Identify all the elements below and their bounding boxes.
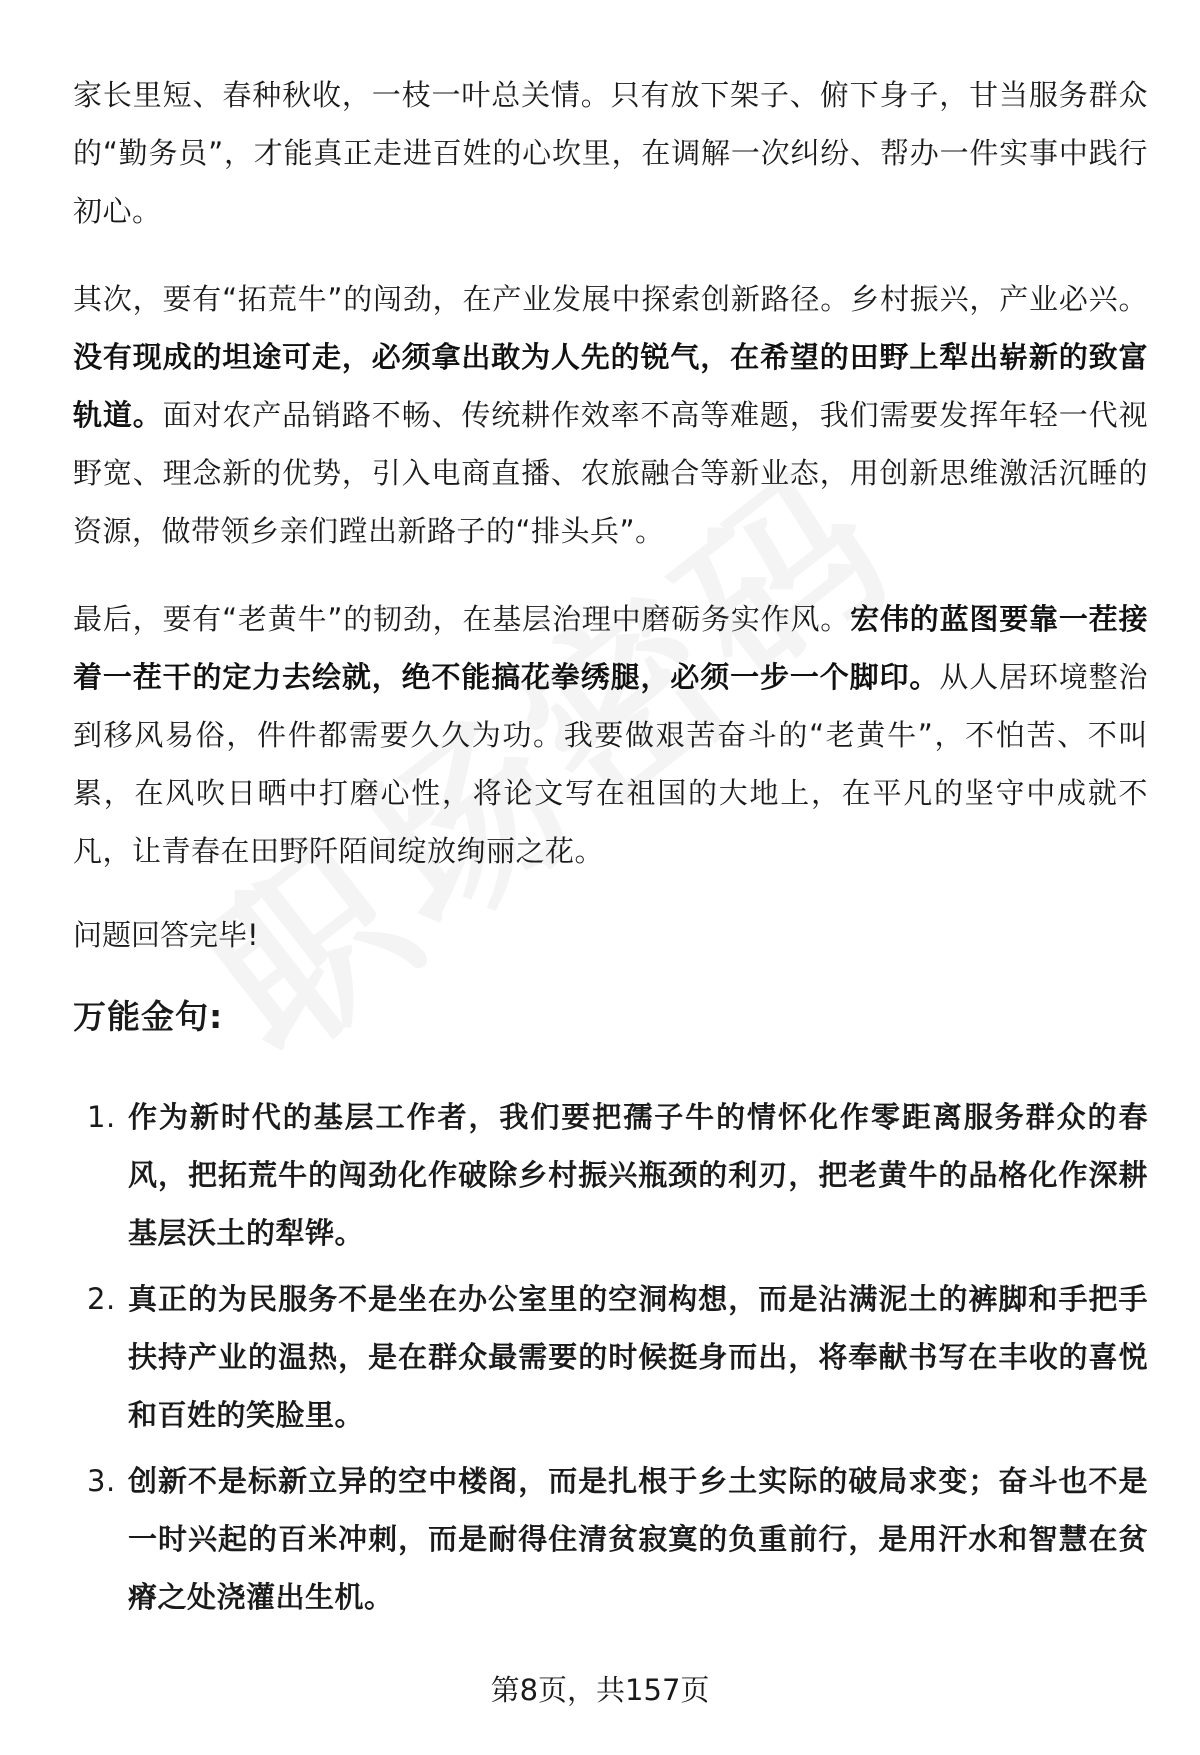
paragraph-3-text-a: 最后，要有“老黄牛”的韧劲，在基层治理中磨砺务实作风。 (73, 602, 851, 636)
quote-item-1 (73, 1088, 1148, 1262)
quote-list (73, 1088, 1148, 1626)
document-body (73, 66, 1148, 1634)
quote-number: 1. (87, 1100, 116, 1134)
paragraph-2-text-a: 其次，要有“拓荒牛”的闯劲，在产业发展中探索创新路径。乡村振兴，产业必兴。 (73, 282, 1148, 316)
paragraph-1-text: 家长里短、春种秋收，一枝一叶总关情。只有放下架子、俯下身子，甘当服务群众的“勤务员”，才能真正走进百姓的心坎里，在调解一次纠纷、帮办一件实事中践行初心。 (73, 78, 1148, 228)
paragraph-3-text-b: 从人居环境整治到移风易俗，件件都需要久久为功。我要做艰苦奋斗的“老黄牛”，不怕苦、不叫累，在风吹日晒中打磨心性，将论文写在祖国的大地上，在平凡的坚守中成就不凡，让青春在田野阡陌间绽放绚丽之花。 (73, 660, 1148, 868)
paragraph-3-bold-text: 宏伟的蓝图要靠一茬接着一茬干的定力去绘就，绝不能搞花拳绣腿，必须一步一个脚印。 (73, 602, 1148, 694)
quote-number: 2. (87, 1282, 116, 1316)
paragraph-2 (73, 270, 1148, 560)
quote-text: 创新不是标新立异的空中楼阁，而是扎根于乡土实际的破局求变；奋斗也不是一时兴起的百米冲刺，而是耐得住清贫寂寞的负重前行，是用汗水和智慧在贫瘠之处浇灌出生机。 (128, 1464, 1148, 1614)
paragraph-2-bold-text: 没有现成的坦途可走，必须拿出敢为人先的锐气，在希望的田野上犁出崭新的致富轨道。 (73, 340, 1148, 432)
quote-item-3 (73, 1452, 1148, 1626)
closing-line: 问题回答完毕! (73, 918, 259, 952)
page-footer: 第8页，共157页 (490, 1673, 710, 1707)
paragraph-1 (73, 66, 1148, 240)
section-heading: 万能金句: (73, 997, 224, 1036)
quote-number: 3. (87, 1464, 116, 1498)
paragraph-2-text-b: 面对农产品销路不畅、传统耕作效率不高等难题，我们需要发挥年轻一代视野宽、理念新的优势，引入电商直播、农旅融合等新业态，用创新思维激活沉睡的资源，做带领乡亲们蹚出新路子的“排头兵”。 (73, 398, 1148, 548)
quote-text: 作为新时代的基层工作者，我们要把孺子牛的情怀化作零距离服务群众的春风，把拓荒牛的闯劲化作破除乡村振兴瓶颈的利刃，把老黄牛的品格化作深耕基层沃土的犁铧。 (128, 1100, 1148, 1250)
quote-text: 真正的为民服务不是坐在办公室里的空洞构想，而是沾满泥土的裤脚和手把手扶持产业的温热，是在群众最需要的时候挺身而出，将奉献书写在丰收的喜悦和百姓的笑脸里。 (128, 1282, 1148, 1432)
quote-item-2 (73, 1270, 1148, 1444)
paragraph-3 (73, 590, 1148, 880)
